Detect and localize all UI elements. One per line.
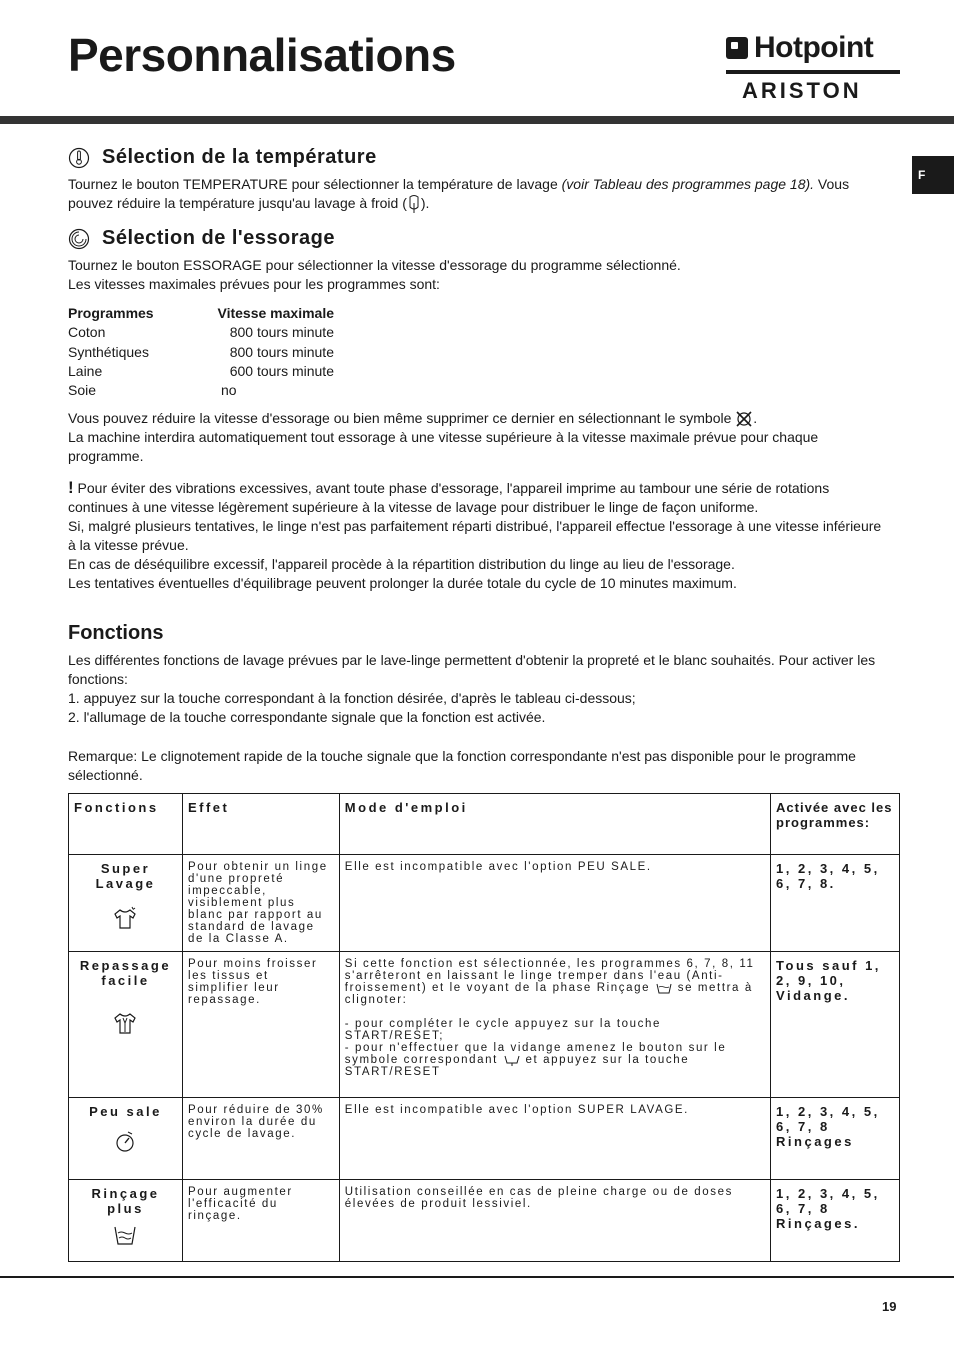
function-effect: Pour augmenter l'efficacité du rinçage.: [182, 1180, 339, 1262]
spin-reduce-text: Vous pouvez réduire la vitesse d'essorage ou bien même supprimer ce dernier en sélectionnant le symbole . La machine interdira automatiquement tout essorage à une vitesse supérieure à la vitesse maximale prévue pour chaque programme.: [68, 410, 819, 465]
cold-wash-icon: [407, 194, 421, 214]
function-name: Peu sale: [69, 1098, 183, 1180]
speed-row: Synthétiques 800 tours minute: [68, 343, 334, 360]
header-usage: Mode d'emploi: [339, 794, 770, 855]
table-row: [69, 952, 900, 1098]
function-programs: 1, 2, 3, 4, 5, 6, 7, 8.: [771, 855, 900, 952]
speed-header-program: Programmes: [68, 305, 154, 321]
rinse-icon: [655, 982, 673, 994]
page-title: Personnalisations: [68, 29, 456, 81]
function-effect: Pour réduire de 30% environ la durée du cycle de lavage.: [182, 1098, 339, 1180]
function-usage: Elle est incompatible avec l'option PEU SALE.: [339, 855, 770, 952]
function-usage: Utilisation conseillée en cas de pleine charge ou de doses élevées de produit lessiviel.: [339, 1180, 770, 1262]
function-usage: Si cette fonction est sélectionnée, les programmes 6, 7, 8, 11 s'arrêteront en laissant le linge tremper dans l'eau (Anti-froissement) et le voyant de la phase Rinçage se mettra à clignoter: - pour compléter le cycle appuyez sur la touche START/RESET; - pour n'effectuer que la vidange amenez le bouton sur le symbole correspondant et appuyez sur la touche START/RESET: [339, 952, 770, 1098]
logo-ariston: ARISTON: [742, 78, 862, 103]
function-programs: 1, 2, 3, 4, 5, 6, 7, 8 Rinçages: [771, 1098, 900, 1180]
max-speed-table: [68, 304, 334, 400]
speed-row: Soie no: [68, 382, 237, 399]
drain-icon: [503, 1054, 521, 1066]
brand-logo: [726, 30, 904, 106]
table-row: [69, 1180, 900, 1262]
functions-intro: Les différentes fonctions de lavage prévues par le lave-linge permettent d'obtenir la propreté et le blanc souhaités. Pour activer les fonctions: 1. appuyez sur la touche correspondant à la fonction désirée, d'après le tableau ci-dessous; 2. l'allumage de la touche correspondante signale que la fonction est activée.: [68, 652, 876, 725]
no-spin-icon: [735, 410, 753, 428]
functions-table: [68, 793, 900, 1262]
language-tab: F: [912, 156, 954, 194]
speed-row: Laine 600 tours minute: [68, 362, 334, 379]
shirt-iron-icon: [112, 1010, 138, 1036]
function-usage: Elle est incompatible avec l'option SUPER LAVAGE.: [339, 1098, 770, 1180]
function-effect: Pour moins froisser les tissus et simplifier leur repassage.: [182, 952, 339, 1098]
footer-rule: [0, 1276, 954, 1278]
spin-warning: ! Pour éviter des vibrations excessives, avant toute phase d'essorage, l'appareil imprime au tambour une série de rotations continues à une vitesse légèrement supérieure à la vitesse de lavage pour distribuer le linge de façon uniforme. Si, malgré plusieurs tentatives, le linge n'est pas parfaitement réparti distribué, l'appareil effectue l'essorage à une vitesse inférieure à la vitesse prévue. En cas de déséquilibre excessif, l'appareil procède à la répartition distribution du linge au lieu de l'essorage. Les tentatives éventuelles d'équilibrage peuvent prolonger la durée totale du cycle de 10 minutes maximum.: [68, 478, 882, 591]
function-name: Repassage facile: [69, 952, 183, 1098]
header-rule: [0, 116, 954, 124]
temperature-text: Tournez le bouton TEMPERATURE pour sélectionner la température de lavage (voir Tableau des programmes page 18). Vous pouvez réduire la température jusqu'au lavage à froid ( ).: [68, 175, 888, 214]
spin-icon: [68, 228, 92, 250]
basin-icon: [112, 1222, 138, 1248]
logo-square-icon: [726, 37, 748, 59]
function-programs: 1, 2, 3, 4, 5, 6, 7, 8 Rinçages.: [771, 1180, 900, 1262]
functions-remark: Remarque: Le clignotement rapide de la touche signale que la fonction correspondante n'est pas disponible pour le programme sélectionné.: [68, 748, 856, 783]
function-name: Rinçage plus: [69, 1180, 183, 1262]
spin-intro: Tournez le bouton ESSORAGE pour sélectionner la vitesse d'essorage du programme sélectionné. Les vitesses maximales prévues pour les programmes sont:: [68, 257, 681, 292]
logo-divider: [726, 70, 900, 74]
function-name: Super Lavage: [69, 855, 183, 952]
speed-header-speed: Vitesse maximale: [217, 305, 334, 321]
temperature-heading: Sélection de la température: [68, 146, 377, 169]
header-effect: Effet: [182, 794, 339, 855]
shirt-sparkle-icon: [112, 905, 138, 931]
thermometer-icon: [68, 147, 92, 169]
header-functions: Fonctions: [69, 794, 183, 855]
spin-heading: Sélection de l'essorage: [68, 227, 335, 250]
function-effect: Pour obtenir un linge d'une propreté impeccable, visiblement plus blanc par rapport au standard de lavage de la Classe A.: [182, 855, 339, 952]
clock-icon: [112, 1129, 138, 1155]
table-row: [69, 855, 900, 952]
logo-hotpoint: Hotpoint: [754, 31, 874, 64]
header-programs: Activée avec les programmes:: [771, 794, 900, 855]
page-number: 19: [882, 1299, 897, 1314]
functions-heading: Fonctions: [68, 622, 164, 644]
speed-row: Coton 800 tours minute: [68, 324, 334, 341]
functions-table-header: [69, 794, 900, 855]
table-row: [69, 1098, 900, 1180]
function-programs: Tous sauf 1, 2, 9, 10, Vidange.: [771, 952, 900, 1098]
